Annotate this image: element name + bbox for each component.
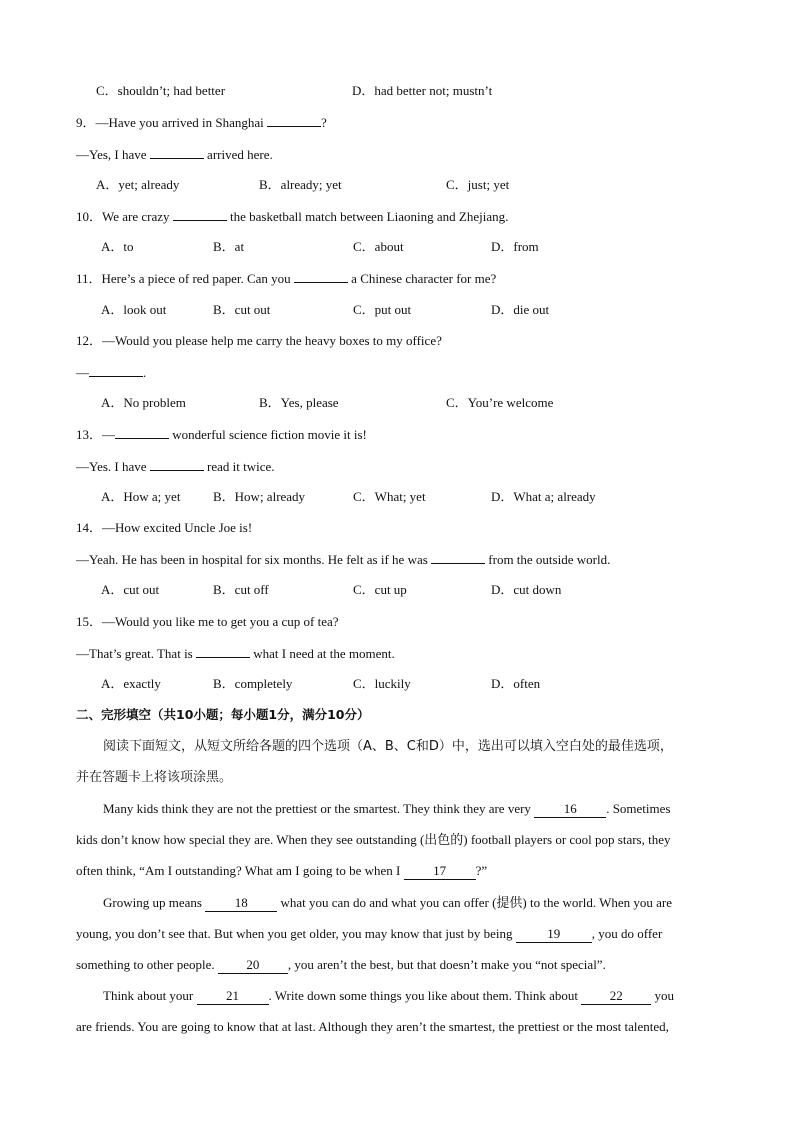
q15-option-d: D．often — [491, 676, 541, 691]
answer-blank — [294, 270, 348, 283]
q12-reply-end: . — [143, 365, 147, 380]
answer-blank — [115, 426, 169, 439]
passage-line: are friends. You are going to know that at last. Although they aren’t the smartest, the prettiest or the most talented, — [76, 1019, 669, 1034]
q14-option-c: C．cut up — [353, 582, 407, 597]
passage-text: . Sometimes — [606, 801, 671, 816]
q15-stem: 15．—Would you like me to get you a cup of tea? — [76, 614, 339, 629]
q14-reply-end: from the outside world. — [488, 552, 611, 567]
gap-17: 17 — [404, 863, 476, 880]
section-instructions: 阅读下面短文，从短文所给各题的四个选项（A、B、C和D）中，选出可以填入空白处的最佳选项， — [103, 739, 673, 754]
q9-reply — [76, 146, 273, 163]
q13-option-a: A．How a; yet — [101, 489, 181, 504]
q9-stem-text: 9．—Have you arrived in Shanghai — [76, 115, 264, 130]
answer-blank — [431, 551, 485, 564]
q15-option-a: A．exactly — [101, 676, 161, 691]
q12-reply — [76, 364, 146, 381]
passage-line — [76, 863, 487, 880]
q11-option-b: B．cut out — [213, 302, 271, 317]
passage-line — [103, 895, 672, 912]
q11-option-d: D．die out — [491, 302, 550, 317]
q11-stem — [76, 270, 496, 287]
passage-text: , you do offer — [591, 926, 663, 941]
passage-text: . Write down some things you like about them. Think about — [268, 988, 579, 1003]
q11-stem-end: a Chinese character for me? — [351, 271, 497, 286]
passage-text: ?” — [475, 863, 488, 878]
passage-text: Think about your — [103, 988, 194, 1003]
q13-reply-text: —Yes. I have — [76, 459, 147, 474]
q12-option-b: B．Yes, please — [259, 395, 339, 410]
passage-text: , you aren’t the best, but that doesn’t make you “not special”. — [287, 957, 606, 972]
gap-21: 21 — [197, 988, 269, 1005]
q15-option-c: C．luckily — [353, 676, 411, 691]
passage-text: often think, “Am I outstanding? What am I going to be when I — [76, 863, 401, 878]
answer-blank — [173, 208, 227, 221]
q8-option-d: D．had better not; mustn’t — [352, 83, 493, 98]
q13-stem-text: 13．— — [76, 427, 116, 442]
q13-option-b: B．How; already — [213, 489, 306, 504]
q13-option-c: C．What; yet — [353, 489, 426, 504]
section-heading: 二、完形填空（共10小题；每小题1分，满分10分） — [76, 707, 370, 722]
q9-reply-text: —Yes, I have — [76, 147, 147, 162]
answer-blank — [267, 114, 321, 127]
passage-line — [76, 926, 662, 943]
q14-reply — [76, 551, 610, 568]
q15-reply — [76, 645, 395, 662]
passage-line — [76, 957, 606, 974]
q11-option-a: A．look out — [101, 302, 167, 317]
gap-20: 20 — [218, 957, 288, 974]
q10-stem-text: 10．We are crazy — [76, 209, 170, 224]
passage-text: Growing up means — [103, 895, 202, 910]
gap-18: 18 — [205, 895, 277, 912]
q10-option-c: C．about — [353, 239, 404, 254]
passage-text: something to other people. — [76, 957, 215, 972]
q11-stem-text: 11．Here’s a piece of red paper. Can you — [76, 271, 291, 286]
q10-stem — [76, 208, 508, 225]
q14-option-a: A．cut out — [101, 582, 160, 597]
answer-blank — [150, 146, 204, 159]
q8-option-c: C．shouldn’t; had better — [96, 83, 226, 98]
q13-stem — [76, 426, 367, 443]
passage-text: you — [654, 988, 675, 1003]
q9-reply-end: arrived here. — [207, 147, 273, 162]
q12-stem: 12．—Would you please help me carry the heavy boxes to my office? — [76, 333, 442, 348]
q13-stem-end: wonderful science fiction movie it is! — [172, 427, 367, 442]
answer-blank — [150, 458, 204, 471]
passage-text: what you can do and what you can offer (提供) to the world. When you are — [280, 895, 673, 910]
q13-reply-end: read it twice. — [207, 459, 275, 474]
q9-option-c: C．just; yet — [446, 177, 510, 192]
q9-stem — [76, 114, 327, 131]
q12-reply-dash: — — [76, 365, 89, 380]
gap-19: 19 — [516, 926, 592, 943]
q13-reply — [76, 458, 275, 475]
q11-option-c: C．put out — [353, 302, 412, 317]
passage-text: young, you don’t see that. But when you get older, you may know that just by being — [76, 926, 513, 941]
answer-blank — [196, 645, 250, 658]
q14-stem: 14．—How excited Uncle Joe is! — [76, 520, 253, 535]
q15-reply-text: —That’s great. That is — [76, 646, 193, 661]
q15-option-b: B．completely — [213, 676, 293, 691]
q12-option-a: A．No problem — [101, 395, 186, 410]
q10-option-b: B．at — [213, 239, 245, 254]
q14-option-d: D．cut down — [491, 582, 562, 597]
q10-option-d: D．from — [491, 239, 539, 254]
q9-option-a: A．yet; already — [96, 177, 180, 192]
q14-reply-text: —Yeah. He has been in hospital for six months. He felt as if he was — [76, 552, 428, 567]
passage-line — [103, 988, 674, 1005]
q14-option-b: B．cut off — [213, 582, 269, 597]
q13-option-d: D．What a; already — [491, 489, 596, 504]
gap-22: 22 — [581, 988, 651, 1005]
passage-line: kids don’t know how special they are. When they see outstanding (出色的) football players or cool pop stars, they — [76, 832, 671, 847]
q10-stem-end: the basketball match between Liaoning and Zhejiang. — [230, 209, 509, 224]
passage-text: Many kids think they are not the prettiest or the smartest. They think they are very — [103, 801, 531, 816]
q12-option-c: C．You’re welcome — [446, 395, 554, 410]
answer-blank — [89, 364, 143, 377]
q9-stem-end: ? — [320, 115, 327, 130]
section-instructions-cont: 并在答题卡上将该项涂黑。 — [76, 770, 233, 785]
gap-16: 16 — [534, 801, 606, 818]
passage-line — [103, 801, 670, 818]
q15-reply-end: what I need at the moment. — [253, 646, 395, 661]
q9-option-b: B．already; yet — [259, 177, 342, 192]
q10-option-a: A．to — [101, 239, 134, 254]
